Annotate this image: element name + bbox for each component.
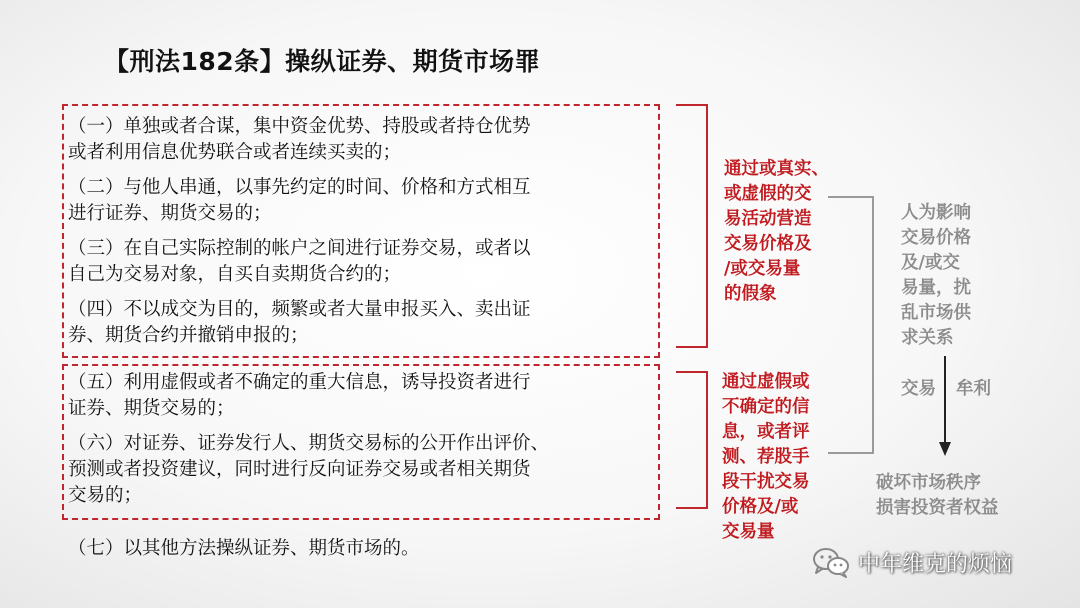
clause-6-line-2: 预测或者投资建议，同时进行反向证券交易或者相关期货	[68, 459, 531, 480]
gray-note-line: 及/或交	[901, 253, 960, 273]
clause-5	[68, 370, 658, 422]
red-note-false-information	[722, 370, 810, 545]
red-note-2-line: 测、荐股手	[722, 447, 810, 467]
clause-2	[68, 175, 658, 227]
clause-1-line-1: （一）单独或者合谋，集中资金优势、持股或者持仓优势	[68, 116, 531, 137]
clause-3-line-2: 自己为交易对象，自买自卖期货合约的；	[68, 264, 402, 285]
clause-5-line-1: （五）利用虚假或者不确定的重大信息，诱导投资者进行	[68, 372, 531, 393]
clause-4-line-1: （四）不以成交为目的，频繁或者大量申报买入、卖出证	[68, 299, 531, 320]
red-note-1-line: 或虚假的交	[724, 184, 812, 204]
clause-2-line-2: 进行证券、期货交易的；	[68, 203, 272, 224]
red-bracket-1	[676, 104, 708, 348]
red-note-1-line: /或交易量	[724, 259, 801, 279]
red-note-2-line: 价格及/或	[722, 497, 799, 517]
clause-6-line-3: 交易的；	[68, 485, 143, 506]
red-note-1-line: 的假象	[724, 284, 777, 304]
red-note-real-or-false-trading	[724, 157, 829, 307]
clause-1	[68, 114, 658, 166]
clause-3	[68, 236, 658, 288]
clause-5-line-2: 证券、期货交易的；	[68, 398, 235, 419]
clause-3-line-1: （三）在自己实际控制的帐户之间进行证券交易，或者以	[68, 238, 531, 259]
gray-note-line: 易量，扰	[901, 278, 971, 298]
clause-4-line-2: 券、期货合约并撤销申报的；	[68, 325, 309, 346]
gray-note-market-impact	[901, 201, 971, 351]
gray-label-trade: 交易	[901, 379, 936, 399]
red-note-1-line: 易活动营造	[724, 209, 812, 229]
gray-note-line: 人为影响	[901, 203, 971, 223]
red-note-2-line: 息，或者评	[722, 422, 810, 442]
clause-7: （七）以其他方法操纵证券、期货市场的。	[68, 538, 420, 559]
gray-note-result	[876, 471, 999, 521]
clause-6-line-1: （六）对证券、证券发行人、期货交易标的公开作出评价、	[68, 433, 550, 454]
gray-note-line: 交易价格	[901, 228, 971, 248]
red-note-2-line: 交易量	[722, 522, 775, 542]
red-note-1-line: 交易价格及	[724, 234, 812, 254]
clause-4	[68, 297, 658, 349]
red-note-1-line: 通过或真实、	[724, 159, 829, 179]
slide-title: 【刑法182条】操纵证券、期货市场罪	[104, 47, 541, 76]
red-note-2-line: 段干扰交易	[722, 472, 810, 492]
down-arrow-icon	[936, 356, 954, 458]
gray-label-profit: 牟利	[956, 379, 991, 399]
clause-6	[68, 431, 658, 509]
red-bracket-2	[676, 371, 708, 509]
red-note-2-line: 不确定的信	[722, 397, 810, 417]
wechat-icon	[812, 546, 850, 578]
gray-note-line: 求关系	[901, 328, 954, 348]
gray-note-line: 乱市场供	[901, 303, 971, 323]
clause-1-line-2: 或者利用信息优势联合或者连续买卖的；	[68, 142, 402, 163]
red-note-2-line: 通过虚假或	[722, 372, 810, 392]
watermark	[812, 542, 1012, 582]
clause-2-line-1: （二）与他人串通，以事先约定的时间、价格和方式相互	[68, 177, 531, 198]
gray-bracket	[828, 196, 874, 454]
gray-result-line: 破坏市场秩序	[876, 473, 981, 493]
watermark-text: 中年维克的烦恼	[858, 551, 1013, 577]
gray-result-line: 损害投资者权益	[876, 498, 999, 518]
